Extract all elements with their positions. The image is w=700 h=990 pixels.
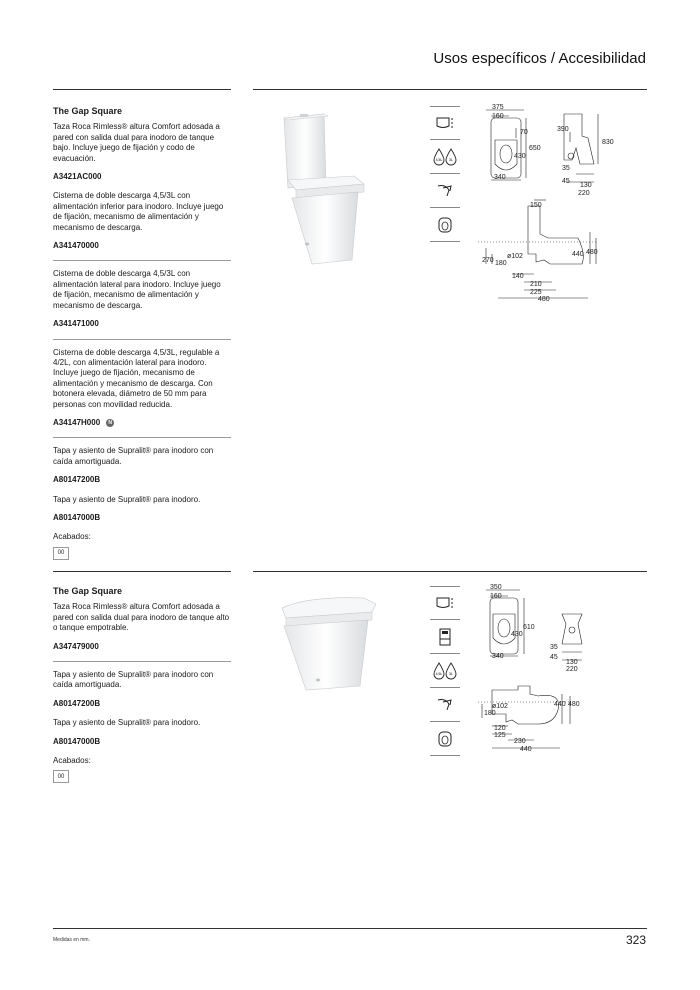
product-description: Taza Roca Rimless® altura Comfort adosada a pared con salida dual para inodoro de tanque bajo. Incluye juego de fijación y codo de evacuación. (53, 122, 220, 163)
dim-label: ø102 (492, 703, 508, 710)
product-description: Cisterna de doble descarga 4,5/3L con alimentación inferior para inodoro. Incluye juego de fijación, mecanismo de alimentación y mecanismo de descarga. (53, 191, 224, 232)
product-description: Tapa y asiento de Supralit® para inodoro con caída amortiguada. (53, 670, 214, 690)
product-code-text: A80147000B (53, 736, 101, 746)
product-code-text: A347479000 (53, 641, 99, 651)
product-code (53, 737, 231, 747)
page-number: 323 (625, 933, 646, 947)
dim-label: 430 (514, 153, 526, 160)
dim-label: ø102 (507, 253, 523, 260)
easy-clean-icon (430, 174, 460, 208)
product-description: Cisterna de doble descarga 4,5/3L, regulable a 4/2L, con alimentación lateral para inodoro. Incluye juego de fijación, mecanismo de alimentación y mecanismo de descarga. Con botonera elevada, diámetro de 50 mm para personas con movilidad reducida. (53, 347, 220, 409)
dim-label: 270 (482, 257, 494, 264)
feature-icons (430, 586, 460, 756)
divider (253, 571, 647, 572)
finishes-label: Acabados: (53, 756, 91, 766)
bowl-top-icon (430, 208, 460, 242)
item-separator (53, 260, 231, 261)
product-code-text: A80147000B (53, 512, 101, 522)
item-separator (53, 339, 231, 340)
dim-label: 45 (562, 178, 570, 185)
product-title: The Gap Square (53, 106, 123, 116)
product-description: Tapa y asiento de Supralit® para inodoro con caída amortiguada. (53, 446, 214, 466)
dim-label: 440 (520, 746, 532, 753)
finishes-label: Acabados: (53, 532, 91, 542)
dim-label: 230 (514, 738, 526, 745)
dim-label: 125 (494, 732, 506, 739)
dim-label: 140 (512, 273, 524, 280)
dim-label: 35 (562, 165, 570, 172)
product-title: The Gap Square (53, 586, 123, 596)
item-separator (53, 661, 231, 662)
product-code-text: A80147200B (53, 698, 101, 708)
dim-label: 480 (538, 296, 550, 303)
dim-label: 480 (568, 701, 580, 708)
product-code-text: A341471000 (53, 319, 99, 329)
technical-drawing-1 (478, 104, 648, 304)
dim-label: 35 (550, 644, 558, 651)
dim-label: 120 (494, 725, 506, 732)
in-wall-tank-icon (430, 620, 460, 654)
dim-label: 390 (557, 126, 569, 133)
product-code (53, 475, 231, 485)
easy-clean-icon (430, 688, 460, 722)
item-separator (53, 437, 231, 438)
product-description: Cisterna de doble descarga 4,5/3L con alimentación lateral para inodoro. Incluye juego de fijación, mecanismo de alimentación y mecanismo de descarga. (53, 269, 221, 310)
product-code (53, 642, 231, 652)
dim-label: 430 (511, 631, 523, 638)
dim-label: 70 (520, 129, 528, 136)
product-description: Tapa y asiento de Supralit® para inodoro. (53, 718, 201, 728)
dim-label: 130 (566, 659, 578, 666)
dim-label: 180 (484, 710, 496, 717)
dim-label: 480 (586, 249, 598, 256)
product-description: Taza Roca Rimless® altura Comfort adosada a pared con salida dual para inodoro de tanque alto o tanque empotrable. (53, 602, 230, 633)
dim-label: 830 (602, 139, 614, 146)
dim-label: 210 (530, 281, 542, 288)
dim-label: 150 (530, 202, 542, 209)
product-code (53, 172, 231, 182)
product-code (53, 513, 231, 523)
product-code (53, 699, 231, 709)
product-block-1 (53, 106, 231, 560)
dim-label: 440 (572, 251, 584, 258)
finish-swatch: 00 (53, 547, 69, 560)
dim-label: 225 (530, 289, 542, 296)
flush-half-label: 3L (449, 671, 453, 676)
product-image-back-to-wall-toilet (268, 590, 398, 700)
finish-swatch: 00 (53, 770, 69, 783)
product-block-2 (53, 586, 231, 783)
dual-flush-icon (430, 140, 460, 174)
rimless-icon (430, 586, 460, 620)
dim-label: 220 (578, 190, 590, 197)
footer-note: Medidas en mm. (53, 937, 90, 943)
divider (53, 89, 231, 90)
dim-label: 160 (490, 593, 502, 600)
product-code (53, 241, 231, 251)
dim-label: 375 (492, 104, 504, 111)
flush-half-label: 3L (449, 157, 453, 162)
product-code (53, 319, 231, 329)
flush-full-label: 4,5L (435, 157, 443, 162)
page-title: Usos específicos / Accesibilidad (433, 50, 646, 67)
dim-label: 650 (529, 145, 541, 152)
dual-flush-icon (430, 654, 460, 688)
product-code-text: A34147H000 (53, 417, 101, 427)
dim-label: 45 (550, 654, 558, 661)
feature-icons (430, 106, 460, 242)
dim-label: 340 (494, 174, 506, 181)
product-image-close-coupled-toilet (262, 104, 402, 279)
technical-drawing-2 (478, 584, 648, 754)
footer-divider (53, 928, 647, 929)
dim-label: 350 (490, 584, 502, 591)
product-code-text: A80147200B (53, 475, 101, 485)
divider (253, 89, 647, 90)
dim-label: 440 (554, 701, 566, 708)
dim-label: 610 (523, 624, 535, 631)
dim-label: 160 (492, 113, 504, 120)
bowl-top-icon (430, 722, 460, 756)
flush-full-label: 4,5L (435, 671, 443, 676)
dim-label: 340 (492, 653, 504, 660)
dim-label: 180 (495, 260, 507, 267)
product-code-text: A3421AC000 (53, 172, 102, 182)
new-badge: N (106, 419, 114, 427)
dim-label: 220 (566, 666, 578, 673)
dim-label: 130 (580, 182, 592, 189)
divider (53, 571, 231, 572)
product-description: Tapa y asiento de Supralit® para inodoro. (53, 494, 201, 504)
product-code-text: A341470000 (53, 241, 99, 251)
rimless-icon (430, 106, 460, 140)
product-code (53, 418, 231, 428)
